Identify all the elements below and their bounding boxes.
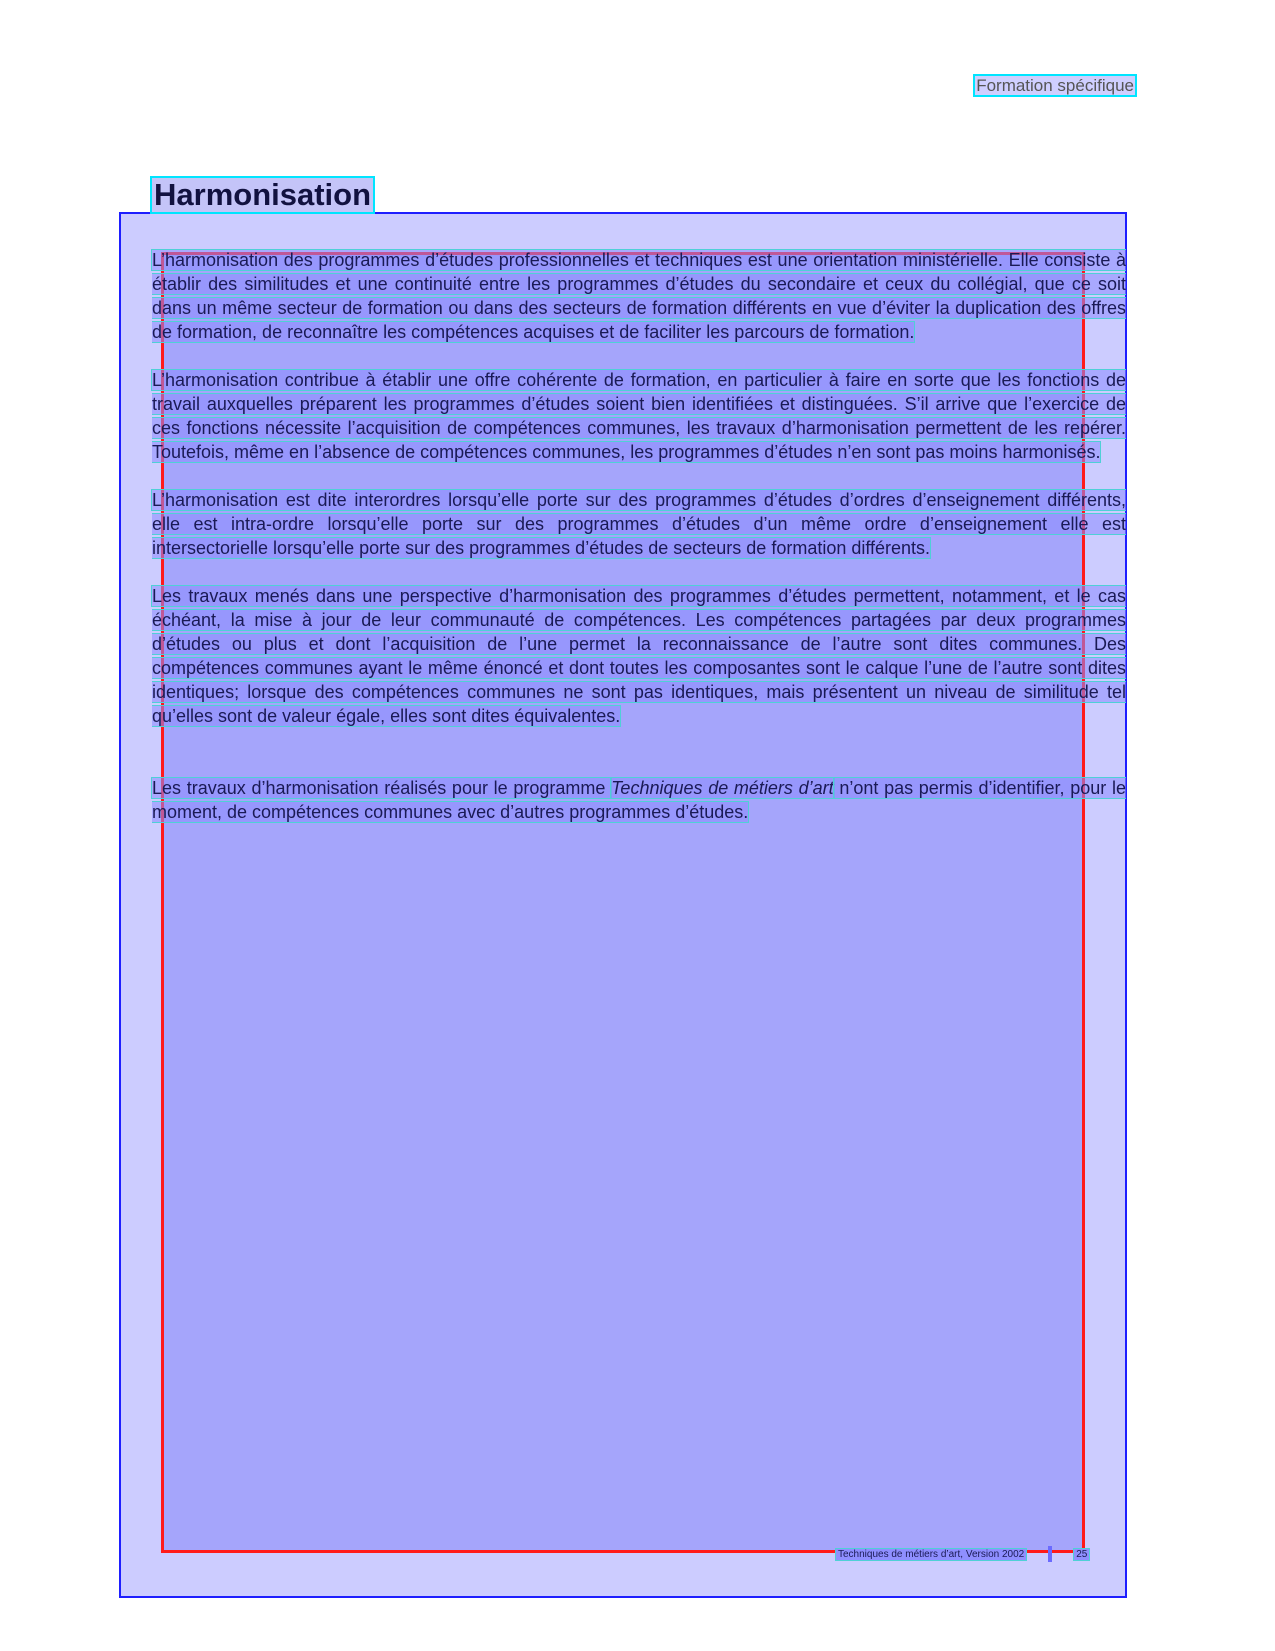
paragraph-2: L’harmonisation contribue à établir une offre cohérente de formation, en particulier à faire en sorte que les fonctions de travail auxquelles préparent les programmes d’études soient bien identifiées et distinguées. S’il arrive que l’exercice de ces fonctions nécessite l’acquisition de compétences communes, les travaux d’harmonisation permettent de les repérer. Toutefois, même en l’absence de compétences communes, les programmes d’études n’en sont pas moins harmonisés. [152,370,1126,462]
paragraph-5 [152,776,1126,824]
page-number: 25 [1076,1548,1088,1560]
page-footer [836,1546,1089,1562]
footer-divider [1048,1546,1052,1562]
program-name: Techniques de métiers d’art [611,778,834,798]
paragraph-5-after: n’ont pas permis d’identifier, pour le moment, de compétences communes avec d’autres programmes d’études. [152,778,1126,822]
paragraph-4: Les travaux menés dans une perspective d’harmonisation des programmes d’études permettent, notamment, et le cas échéant, la mise à jour de leur communauté de compétences. Les compétences partagées par deux programmes d’études ou plus et dont l’acquisition de l’une permet la reconnaissance de l’autre sont dites communes. Des compétences communes ayant le même énoncé et dont toutes les composantes sont le calque l’une de l’autre sont dites identiques; lorsque des compétences communes ne sont pas identiques, mais présentent un niveau de similitude tel qu’elles sont de valeur égale, elles sont dites équivalentes. [152,586,1126,726]
paragraph-3: L’harmonisation est dite interordres lorsqu’elle porte sur des programmes d’études d’ordres d’enseignement différents, elle est intra-ordre lorsqu’elle porte sur des programmes d’études d’un même ordre d’enseignement elle est intersectorielle lorsqu’elle porte sur des programmes d’études de secteurs de formation différents. [152,490,1126,558]
footer-document-ref: Techniques de métiers d’art, Version 2002 [838,1548,1025,1560]
paragraph-5-before: Les travaux d’harmonisation réalisés pour le programme [152,778,612,798]
page-title: Harmonisation [154,177,372,212]
section-label: Formation spécifique [976,76,1134,95]
body-text [152,248,1126,848]
paragraph-1: L’harmonisation des programmes d’études professionnelles et techniques est une orientation ministérielle. Elle consiste à établir des similitudes et une continuité entre les programmes d’études du secondaire et ceux du collégial, que ce soit dans un même secteur de formation ou dans des secteurs de formation différents en vue d’éviter la duplication des offres de formation, de reconnaître les compétences acquises et de faciliter les parcours de formation. [152,250,1126,342]
